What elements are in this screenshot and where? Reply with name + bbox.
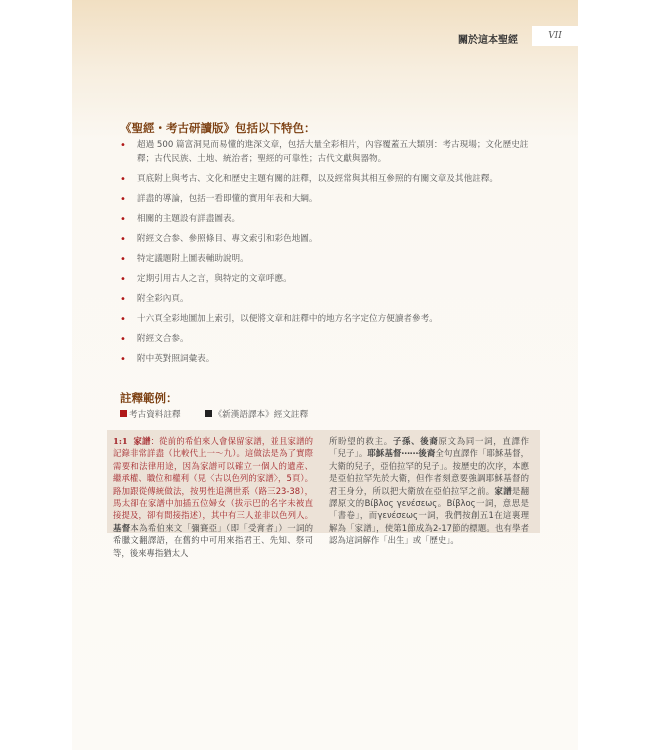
bullet-icon: • <box>120 253 126 265</box>
archaeology-note: ：從前的希伯來人會保留家譜，並且家譜的記錄非常詳盡（比較代上一～九）。這做法是為了實際需要和法律用途，因為家譜可以確立一個人的遺產、繼承權、職位和權利（見〈古以色列的家譜〉，5頁）。路加跟從傳統做法，按男性追溯世系（路三23-38），馬太卻在家譜中加插五位婦女（拔示巴的名字未被直接提及，卻有間接指述），其中有三人並非以色列人。 <box>113 436 314 521</box>
bullet-icon: • <box>120 293 126 305</box>
note-text: 原文為同一詞，直譯作「兒子」。 <box>329 436 529 459</box>
bullet-icon: • <box>120 233 126 245</box>
feature-text: 附全彩內頁。 <box>137 293 189 304</box>
feature-item <box>120 233 540 247</box>
bullet-icon: • <box>120 273 126 285</box>
legend-label: 《新漢語譯本》經文註釋 <box>213 410 309 420</box>
translation-note: 本為希伯來文「彌賽亞」（即「受膏者」）一詞的希臘文翻譯語，在舊約中可用來指君王、先知、祭司等，後來專指猶太人 <box>113 522 314 558</box>
legend-label: 考古資料註釋 <box>129 410 181 420</box>
note-term: 耶穌基督⋯⋯後裔 <box>367 448 436 459</box>
note-text: 是翻譯原文的Βίβλος γενέσεως。Βίβλος一詞，意思是「書卷」，而γενέσεως一詞，我們按創五1在這裏理解為「家譜」，使第1節成為2-17節的標題。也有學者認為這詞解作「出生」或「歷史」。 <box>329 485 530 546</box>
note-left-column <box>113 435 313 559</box>
feature-text: 頁底附上與考古、文化和歷史主題有關的註釋，以及經常與其相互參照的有關文章及其他註釋。 <box>137 173 498 184</box>
bullet-icon: • <box>120 213 126 225</box>
feature-text: 特定議題附上圖表輔助說明。 <box>137 253 249 264</box>
feature-item <box>120 253 540 267</box>
bullet-icon: • <box>120 140 126 151</box>
bullet-icon: • <box>120 353 126 365</box>
features-list <box>120 139 540 373</box>
feature-item <box>120 333 540 347</box>
note-term: 子孫、後裔 <box>392 436 439 446</box>
running-header: 關於這本聖經 <box>458 35 518 46</box>
legend-archaeology <box>120 408 181 420</box>
book-page <box>72 0 578 750</box>
feature-item <box>120 313 540 327</box>
feature-text: 詳盡的導論，包括一看即懂的實用年表和大綱。 <box>137 193 318 204</box>
bullet-icon: • <box>120 313 126 325</box>
feature-item <box>120 293 540 307</box>
feature-item <box>120 139 540 166</box>
page-number: VII <box>532 26 578 46</box>
note-term: 基督 <box>113 522 131 533</box>
feature-item <box>120 213 540 227</box>
note-right-column <box>329 435 529 547</box>
feature-item <box>120 173 540 187</box>
black-square-icon <box>205 410 212 417</box>
feature-item <box>120 353 540 367</box>
feature-text: 附經文合参。 <box>137 333 189 344</box>
feature-item <box>120 193 540 207</box>
notes-legend <box>120 408 308 420</box>
bullet-icon: • <box>120 193 126 205</box>
feature-text: 附經文合参、參照條目、專文索引和彩色地圖。 <box>137 233 318 244</box>
note-term: 家譜 <box>494 485 512 496</box>
legend-translation <box>205 408 309 420</box>
notes-heading: 註釋範例： <box>120 391 178 405</box>
feature-text: 超過 500 篇富洞見而易懂的進深文章，包括大量全彩相片，內容覆蓋五大類別：考古現場；文化歷史註釋；古代民族、土地、統治者；聖經的可靠性；古代文獻與器物。 <box>137 140 529 164</box>
note-sample-box <box>107 430 540 558</box>
feature-text: 附中英對照詞彙表。 <box>137 353 215 364</box>
verse-ref: 1:1 <box>113 436 128 446</box>
note-text: 所盼望的救主。 <box>329 436 393 446</box>
bullet-icon: • <box>120 173 126 185</box>
feature-text: 定期引用古人之言，與特定的文章呼應。 <box>137 273 292 284</box>
feature-item <box>120 273 540 287</box>
red-square-icon <box>120 410 127 417</box>
bullet-icon: • <box>120 333 126 345</box>
note-term: 家譜 <box>133 436 151 446</box>
features-heading: 《聖經・考古研讀版》包括以下特色： <box>120 121 316 135</box>
feature-text: 相關的主題設有詳盡圖表。 <box>137 213 241 224</box>
note-text: 全句直譯作「耶穌基督，大衛的兒子，亞伯拉罕的兒子」。按歷史的次序，本應是亞伯拉罕先於大衛，但作者刻意要強調耶穌基督的君王身分，所以把大衛放在亞伯拉罕之前。 <box>329 448 529 496</box>
feature-text: 十六頁全彩地圖加上索引，以便將文章和註釋中的地方名字定位方便讀者參考。 <box>137 313 438 324</box>
